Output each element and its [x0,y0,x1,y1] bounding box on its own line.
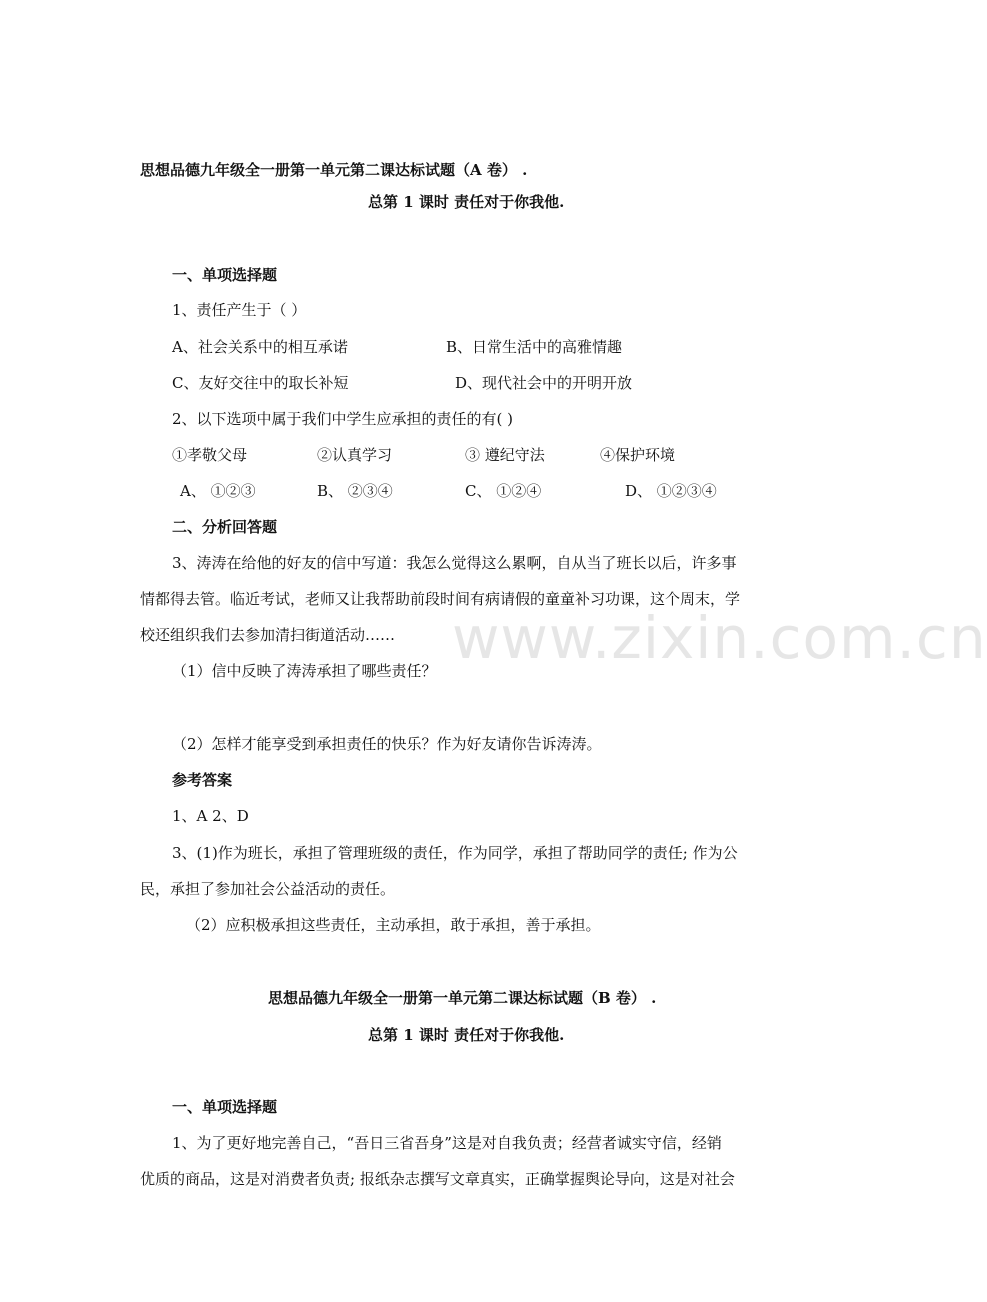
paper-a-q2-stem: 2、以下选项中属于我们中学生应承担的责任的有( ) [172,410,514,428]
paper-b-subtitle: 总第 1 课时 责任对于你我他. [368,1026,565,1044]
paper-a-q1-option-d: D、现代社会中的开明开放 [455,374,633,392]
paper-a-answer-line3: 民，承担了参加社会公益活动的责任。 [140,880,396,898]
paper-a-answer-line4: （2）应积极承担这些责任，主动承担，敢于承担，善于承担。 [186,916,601,934]
paper-a-answer-line1: 1、A 2、D [172,807,249,825]
paper-a-answers-heading: 参考答案 [172,771,233,789]
watermark: www.zixin.com.cn [452,604,987,672]
paper-b-title: 思想品德九年级全一册第一单元第二课达标试题（B 卷） . [268,989,657,1007]
paper-a-q1-stem: 1、责任产生于（ ） [172,301,307,319]
paper-a-q3-line1: 3、涛涛在给他的好友的信中写道：我怎么觉得这么累啊，自从当了班长以后，许多事 [172,554,737,572]
paper-a-q2-item-4: ④保护环境 [600,446,676,464]
paper-a-q2-item-1: ①孝敬父母 [172,446,248,464]
paper-a-answer-line2: 3、(1)作为班长，承担了管理班级的责任，作为同学，承担了帮助同学的责任; 作为公 [172,844,738,862]
paper-a-section2-heading: 二、分析回答题 [172,518,278,536]
paper-a-q2-item-2: ②认真学习 [317,446,393,464]
paper-a-q3-sub1: （1）信中反映了涛涛承担了哪些责任？ [172,662,437,680]
paper-a-q2-option-a: A、 ①②③ [180,482,256,500]
paper-a-q3-line3: 校还组织我们去参加清扫街道活动…… [140,626,396,644]
paper-a-section1-heading: 一、单项选择题 [172,266,278,284]
paper-b-section1-heading: 一、单项选择题 [172,1098,278,1116]
paper-a-q3-sub2: （2）怎样才能享受到承担责任的快乐？作为好友请你告诉涛涛。 [172,735,602,753]
paper-b-q1-line1: 1、为了更好地完善自己，“吾日三省吾身”这是对自我负责；经营者诚实守信，经销 [172,1134,722,1152]
paper-a-q2-option-d: D、 ①②③④ [625,482,717,500]
paper-a-q2-option-c: C、 ①②④ [465,482,542,500]
paper-a-q1-option-b: B、日常生活中的高雅情趣 [446,338,623,356]
paper-a-q1-option-a: A、社会关系中的相互承诺 [172,338,348,356]
paper-a-q1-option-c: C、友好交往中的取长补短 [172,374,349,392]
paper-a-subtitle: 总第 1 课时 责任对于你我他. [368,193,565,211]
paper-a-q2-option-b: B、 ②③④ [317,482,393,500]
paper-a-q2-item-3: ③ 遵纪守法 [465,446,545,464]
paper-a-q3-line2: 情都得去管。临近考试，老师又让我帮助前段时间有病请假的童童补习功课，这个周末，学 [140,590,741,608]
paper-b-q1-line2: 优质的商品，这是对消费者负责; 报纸杂志撰写文章真实，正确掌握舆论导向，这是对社会 [140,1170,735,1188]
paper-a-title: 思想品德九年级全一册第一单元第二课达标试题（A 卷） . [140,161,528,179]
